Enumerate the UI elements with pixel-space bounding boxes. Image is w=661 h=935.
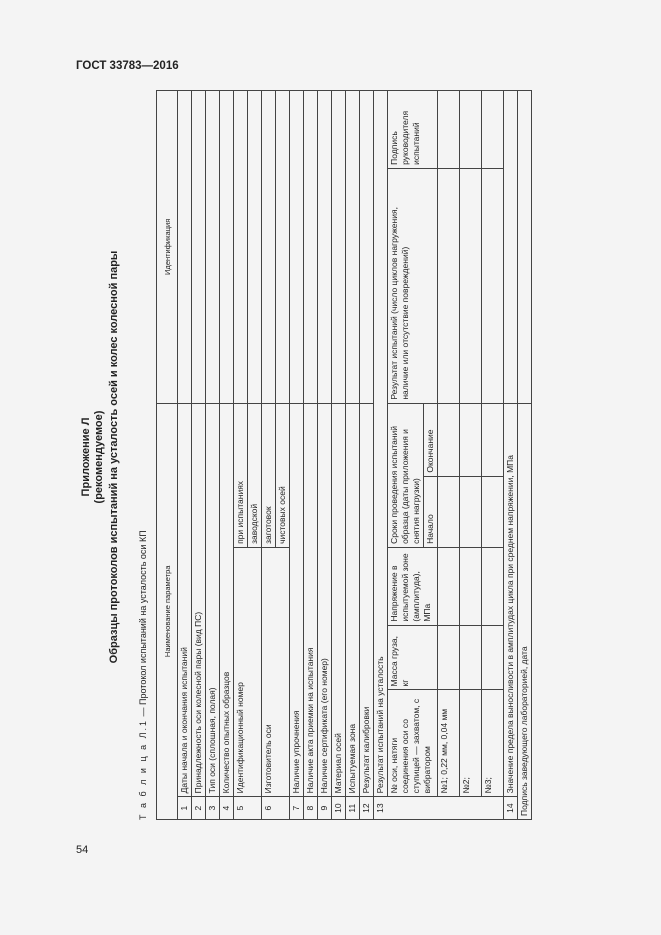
row-label: Наличие акта приемки на испытания xyxy=(304,403,318,797)
ident-cell xyxy=(304,91,318,404)
results-cell xyxy=(438,547,460,625)
results-cell xyxy=(482,476,504,547)
row-label: Изготовитель оси xyxy=(262,547,290,796)
results-cell xyxy=(438,476,460,547)
row-label: Даты начала и окончания испытаний xyxy=(178,403,192,797)
footer-label: Подпись заведующего лабораторией, дата xyxy=(518,403,532,819)
table-row xyxy=(220,91,234,820)
page-number: 54 xyxy=(76,844,89,856)
ident-cell xyxy=(276,91,290,404)
ident-cell xyxy=(290,91,304,404)
results-item-label: №2; xyxy=(460,690,482,797)
row-sublabel: заводской xyxy=(248,403,262,547)
table-row xyxy=(374,91,388,820)
row-label: Принадлежность оси колесной пары (вид ПС) xyxy=(192,403,206,797)
table-row xyxy=(192,91,206,820)
results-cell xyxy=(460,168,482,403)
ident-cell xyxy=(234,91,248,404)
results-col-dates: Сроки проведения испытаний образца (даты приложения и снятия нагрузки) xyxy=(388,403,424,547)
appendix-subtitle: (рекомендуемое) xyxy=(93,410,105,504)
col-header-ident: Идентификация xyxy=(157,91,178,404)
protocol-table xyxy=(156,90,532,820)
ident-cell xyxy=(206,91,220,404)
row-number: 10 xyxy=(332,797,346,820)
row-number: 1 xyxy=(178,797,192,820)
table-caption-prefix: Т а б л и ц а Л.1 xyxy=(138,718,148,820)
ident-cell xyxy=(262,91,276,404)
results-cell xyxy=(460,625,482,690)
row-sublabel: чистовых осей xyxy=(276,403,290,547)
results-cell xyxy=(482,168,504,403)
appendix-title: Приложение Л xyxy=(80,417,92,497)
table-row xyxy=(346,91,360,820)
table-row xyxy=(178,91,192,820)
row-label: Результат испытаний на усталость xyxy=(374,91,388,797)
results-cell xyxy=(482,625,504,690)
ident-cell xyxy=(192,91,206,404)
results-cell xyxy=(460,403,482,476)
row-number: 7 xyxy=(290,797,304,820)
table-footer-row xyxy=(518,91,532,820)
row-number: 4 xyxy=(220,797,234,820)
results-cell xyxy=(482,403,504,476)
row-number: 6 xyxy=(262,797,290,820)
ident-cell xyxy=(360,91,374,404)
row-number: 3 xyxy=(206,797,220,820)
results-col-end: Окончание xyxy=(424,403,438,476)
results-cell xyxy=(460,91,482,169)
results-cell xyxy=(460,476,482,547)
ident-cell xyxy=(518,91,532,404)
row-number: 12 xyxy=(360,797,374,820)
results-cell xyxy=(482,91,504,169)
row-number: 2 xyxy=(192,797,206,820)
row-label: Количество опытных образцов xyxy=(220,403,234,797)
results-item-label: №3; xyxy=(482,690,504,797)
row-label: Испытуемая зона xyxy=(346,403,360,797)
table-row xyxy=(504,91,518,820)
row-label: Материал осей xyxy=(332,403,346,797)
results-cell xyxy=(482,547,504,625)
table-row xyxy=(360,91,374,820)
table-caption xyxy=(138,530,148,820)
row-number: 14 xyxy=(504,797,518,820)
row-label: Наличие сертификата (его номер) xyxy=(318,403,332,797)
table-row xyxy=(332,91,346,820)
table-row xyxy=(234,91,248,820)
table-row xyxy=(262,91,276,820)
table-row xyxy=(206,91,220,820)
row-label: Результат калибровки xyxy=(360,403,374,797)
results-cell xyxy=(460,547,482,625)
results-col-mass: Масса груза, кг xyxy=(388,625,438,690)
row-number: 8 xyxy=(304,797,318,820)
results-col-axle: № оси, натяги соединения оси со ступицей — захватом, с вибратором xyxy=(388,690,438,797)
rotated-content-inner xyxy=(72,88,592,826)
row-label: Значение предела выносливости в амплитудах цикла при среднем напряжении, МПа xyxy=(504,403,518,797)
appendix-heading: Образцы протоколов испытаний на усталость осей и колес колесной пары xyxy=(108,250,120,664)
row-sublabel: при испытаниях xyxy=(234,403,248,547)
row-sublabel: заготовок xyxy=(262,403,276,547)
rotated-content xyxy=(72,88,592,826)
results-cell xyxy=(438,625,460,690)
results-col-stress: Напряжение в испытуемой зоне (амплитуда), МПа xyxy=(388,547,438,625)
row-number: 5 xyxy=(234,797,262,820)
row-label: Идентификационный номер xyxy=(234,547,262,796)
results-item-row xyxy=(460,91,482,820)
row-number: 11 xyxy=(346,797,360,820)
ident-cell xyxy=(504,91,518,404)
ident-cell xyxy=(346,91,360,404)
ident-cell xyxy=(248,91,262,404)
row-number: 13 xyxy=(374,797,504,820)
results-col-signature: Подпись руководителя испытаний xyxy=(388,91,438,169)
results-header-row xyxy=(388,91,424,820)
results-col-result: Результат испытаний (число циклов нагружения, наличие или отсутствие повреждений) xyxy=(388,168,438,403)
ident-cell xyxy=(318,91,332,404)
row-label: Тип оси (сплошная, полая) xyxy=(206,403,220,797)
results-item-label: №1; 0,22 мм, 0,04 мм xyxy=(438,690,460,797)
row-number: 9 xyxy=(318,797,332,820)
row-label: Наличие упрочнения xyxy=(290,403,304,797)
results-item-row xyxy=(482,91,504,820)
results-cell xyxy=(438,91,460,169)
results-cell xyxy=(438,403,460,476)
table-row xyxy=(318,91,332,820)
table-row xyxy=(304,91,318,820)
ident-cell xyxy=(178,91,192,404)
document-header: ГОСТ 33783—2016 xyxy=(76,60,179,72)
ident-cell xyxy=(220,91,234,404)
table-header-row xyxy=(157,91,178,820)
results-col-start: Начало xyxy=(424,476,438,547)
ident-cell xyxy=(332,91,346,404)
results-cell xyxy=(438,168,460,403)
table-caption-text: — Протокол испытаний на усталость оси КП xyxy=(138,530,148,719)
results-item-row xyxy=(438,91,460,820)
col-header-name: Наименование параметра xyxy=(157,403,178,819)
table-row xyxy=(290,91,304,820)
